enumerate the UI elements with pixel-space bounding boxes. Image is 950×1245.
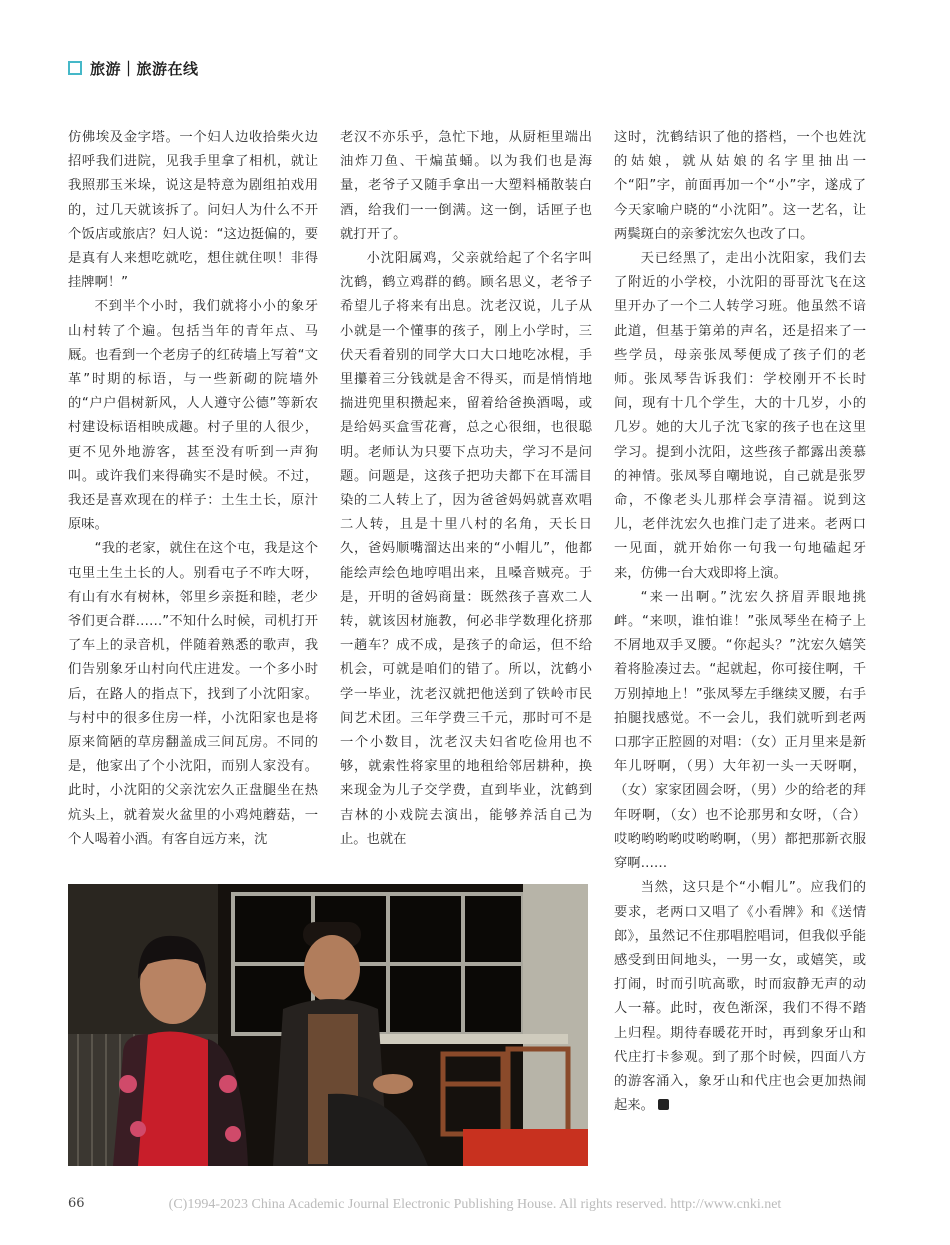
text-column-1 — [68, 126, 318, 852]
section-title: 旅游｜旅游在线 — [90, 59, 199, 78]
paragraph: 天已经黑了，走出小沈阳家，我们去了附近的小学校，小沈阳的哥哥沈飞在这里开办了一个二人转学习班。他虽然不谙此道，但基于第弟的声名，还是招来了一些学员，母亲张凤琴便成了孩子们的老师。张凤琴告诉我们：学校刚开不长时间，现有十几个学生，大的十几岁，小的几岁。她的大儿子沈飞家的孩子也在这里学习。提到小沈阳，这些孩子都露出羡慕的神情。张凤琴自嘲地说，自己就是张罗命，不像老头儿那样会享清福。说到这儿，老伴沈宏久也推门走了进来。老两口一见面，就开始你一句我一句地磕起牙来，仿佛一台大戏即将上演。 — [614, 251, 866, 581]
paragraph: 这时，沈鹤结识了他的搭档，一个也姓沈的姑娘，就从姑娘的名字里抽出一个“阳”字，前面再加一个“小”字，遂成了今天家喻户晓的“小沈阳”。这一艺名，让两鬓斑白的亲爹沈宏久也改了口。 — [614, 130, 866, 242]
paragraph: “来一出啊。”沈宏久挤眉弄眼地挑衅。“来呗，谁怕谁！”张凤琴坐在椅子上不屑地双手叉腰。“你起头？”沈宏久嬉笑着将脸凑过去。“起就起，你可接住啊，千万别掉地上！”张凤琴左手继续叉腰，右手拍腿找感觉。不一会儿，我们就听到老两口那字正腔圆的对唱：（女）正月里来是新年儿呀啊，（男）大年初一头一天呀啊，（女）家家团圆会呀，（男）少的给老的拜年呀啊，（女）也不论那男和女呀，（合）哎哟哟哟哟哎哟哟啊，（男）都把那新衣服穿啊…… — [614, 589, 866, 872]
text-column-2 — [340, 126, 592, 852]
photo-couple-singing — [68, 884, 588, 1166]
paragraph: “我的老家，就住在这个屯，我是这个屯里土生土长的人。别看屯子不咋大呀，有山有水有树林，邻里乡亲挺和睦，老少爷们更合群……”不知什么时候，司机打开了车上的录音机，伴随着熟悉的歌声，我们告别象牙山村向代庄进发。一个多小时后，在路人的指点下，找到了小沈阳家。与村中的很多住房一样，小沈阳家也是将原来简陋的草房翻盖成三间瓦房。不同的是，他家出了个小沈阳，而别人家没有。此时，小沈阳的父亲沈宏久正盘腿坐在热炕头上，就着炭火盆里的小鸡炖蘑菇，一个人喝着小酒。有客自远方来，沈 — [68, 541, 318, 847]
photo-illustration — [68, 884, 588, 1166]
section-header — [68, 58, 199, 78]
paragraph: 老汉不亦乐乎，急忙下地，从厨柜里端出油炸刀鱼、干煸茧蛹。以为我们也是海量，老爷子又随手拿出一大塑料桶散装白酒，给我们一一倒满。这一倒，话匣子也就打开了。 — [340, 130, 592, 242]
text-column-3 — [614, 126, 866, 1118]
page-number: 66 — [68, 1196, 85, 1211]
copyright-footer: (C)1994-2023 China Academic Journal Electronic Publishing House. All rights reserved. http://www.cnki.net — [168, 1197, 782, 1212]
paragraph: 小沈阳属鸡，父亲就给起了个名字叫沈鹤，鹤立鸡群的鹤。顾名思义，老爷子希望儿子将来有出息。沈老汉说，儿子从小就是一个懂事的孩子，刚上小学时，三伏天看着别的同学大口大口地吃冰棍，手里攥着三分钱就是舍不得买，而是悄悄地揣进兜里积攒起来，留着给爸换酒喝，或是给妈买盒雪花膏，总之心很细，也很聪明。老师认为只要下点功夫，学习不是问题。问题是，这孩子把功夫都下在耳濡目染的二人转上了，因为爸爸妈妈就喜欢唱二人转，且是十里八村的名角，天长日久，爸妈顺嘴溜达出来的“小帽儿”，他都能绘声绘色地哼唱出来，且嗓音贼亮。于是，开明的爸妈商量：既然孩子喜欢二人转，就该因材施教，何必非学数理化挤那一趟车？成不成，是孩子的命运，但不给机会，可就是咱们的错了。所以，沈鹤小学一毕业，沈老汉就把他送到了铁岭市民间艺术团。三年学费三千元，那时可不是一个小数目，沈老汉夫妇省吃俭用也不够，就索性将家里的地租给邻居耕种，换来现金为儿子交学费，直到毕业，沈鹤到吉林的小戏院去演出，能够养活自己为止。也就在 — [340, 251, 592, 847]
paragraph: 仿佛埃及金字塔。一个妇人边收拾柴火边招呼我们进院，见我手里拿了相机，就让我照那玉米垛，说这是特意为剧组拍戏用的，过几天就该拆了。问妇人为什么不开个饭店或旅店？妇人说：“这边挺偏的，要是真有人来想吃就吃，想住就住呗！非得挂牌啊！” — [68, 130, 318, 291]
paragraph: 不到半个小时，我们就将小小的象牙山村转了个遍。包括当年的青年点、马厩。也看到一个老房子的红砖墙上写着“文革”时期的标语，与一些新砌的院墙外的“户户倡树新风，人人遵守公德”等新农村建设标语相映成趣。村子里的人很少，更不见外地游客，甚至没有听到一声狗叫。或许我们来得确实不是时候。不过，我还是喜欢现在的样子：土生土长，原汁原味。 — [68, 299, 318, 533]
paragraph-text: 当然，这只是个“小帽儿”。应我们的要求，老两口又唱了《小看牌》和《送情郎》，虽然记不住那唱腔唱词，但我似乎能感受到田间地头，一男一女，或嬉笑，或打闹，时而引吭高歌，时而寂静无声的动人一幕。此时，夜色渐深，我们不得不踏上归程。期待春暖花开时，再到象牙山和代庄打卡参观。到了那个时候，四面八方的游客涌入，象牙山和代庄也会更加热闹起来。 — [614, 880, 866, 1114]
square-outline-icon — [68, 61, 82, 75]
paragraph-last — [614, 876, 866, 1118]
magazine-end-mark-icon — [658, 1099, 669, 1110]
